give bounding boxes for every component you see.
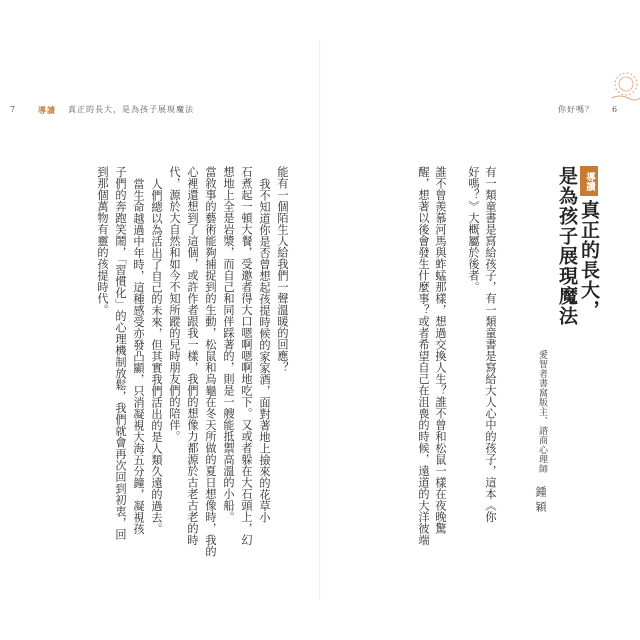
right-page-number: 6 bbox=[612, 105, 619, 114]
author-role: 愛智者書窩版主、諮商心理師 bbox=[537, 350, 547, 474]
left-body-column: 石煮起一頓大餐，受邀者得大口嗯啊嗯啊地吃下。又或者躲在大石頭上，幻 bbox=[240, 166, 253, 546]
left-body-column: 代，源於大自然和如今不知所蹤的兒時朋友們的陪伴。 bbox=[168, 166, 181, 442]
left-body-column: 子們的奔跑笑鬧，「習慣化」的心理機制放鬆，我們就會再次回到初衷，回 bbox=[114, 166, 127, 540]
title-line-1: 真正的長大， bbox=[578, 200, 600, 320]
title-line-2: 是為孩子展現魔法 bbox=[556, 166, 578, 326]
right-running-title: 你好嗎？ bbox=[558, 105, 594, 114]
left-body-column: 到那個萬物有靈的孩提時代。 bbox=[96, 166, 109, 316]
page-gutter bbox=[319, 40, 321, 600]
left-body-column: 心裡還想到了這個，或許作者跟我一樣，我們的想像力都源於古老古老的時 bbox=[186, 166, 199, 546]
left-body-column: 想地上全是岩漿，而自己和同伴踩著的，則是一艘能抵禦高溫的小船。 bbox=[222, 166, 235, 523]
left-body-column: 我不知道你是否曾想起孩提時候的家家酒，面對著地上撿來的花草小 bbox=[258, 178, 271, 523]
right-body-column: 好嗎？》大概屬於後者。 bbox=[467, 166, 480, 293]
left-section-tag: 導讀 bbox=[38, 105, 56, 115]
right-body-column: 誰不曾羨慕河馬與蚱蜢那樣，想過交換人生？誰不曾和松鼠一樣在夜晚驚 bbox=[434, 166, 447, 534]
author-name: 鍾穎 bbox=[534, 486, 547, 516]
left-running-title: 真正的長大，是為孩子展現魔法 bbox=[68, 105, 194, 114]
intro-badge: 導讀 bbox=[580, 166, 598, 196]
left-body-column: 當生命越過中年時，這種感受亦發凸顯，只消凝視大海五分鐘，凝視孩 bbox=[132, 178, 145, 535]
left-body-column: 人們總以為活出了自己的未來，但其實我們活出的是人類久遠的過去。 bbox=[150, 178, 163, 535]
right-body-column: 醒，想著以後會發生什麼事？或者希望自己在沮喪的時候，遠道的大洋彼端 bbox=[417, 166, 430, 546]
decorative-stamp-icon bbox=[604, 68, 640, 104]
left-body-column: 當敘事的藝術能夠捕捉到的生動，松鼠和烏龜在冬天所做的夏日想像時，我的 bbox=[204, 166, 217, 557]
left-page-number: 7 bbox=[10, 105, 17, 114]
right-body-column: 有一類童書是寫給孩子，有一類童書是寫給大人心中的孩子，這本《你 bbox=[484, 166, 497, 523]
left-body-column: 能有一個陌生人給我們一聲溫暖的回應？ bbox=[276, 166, 289, 373]
